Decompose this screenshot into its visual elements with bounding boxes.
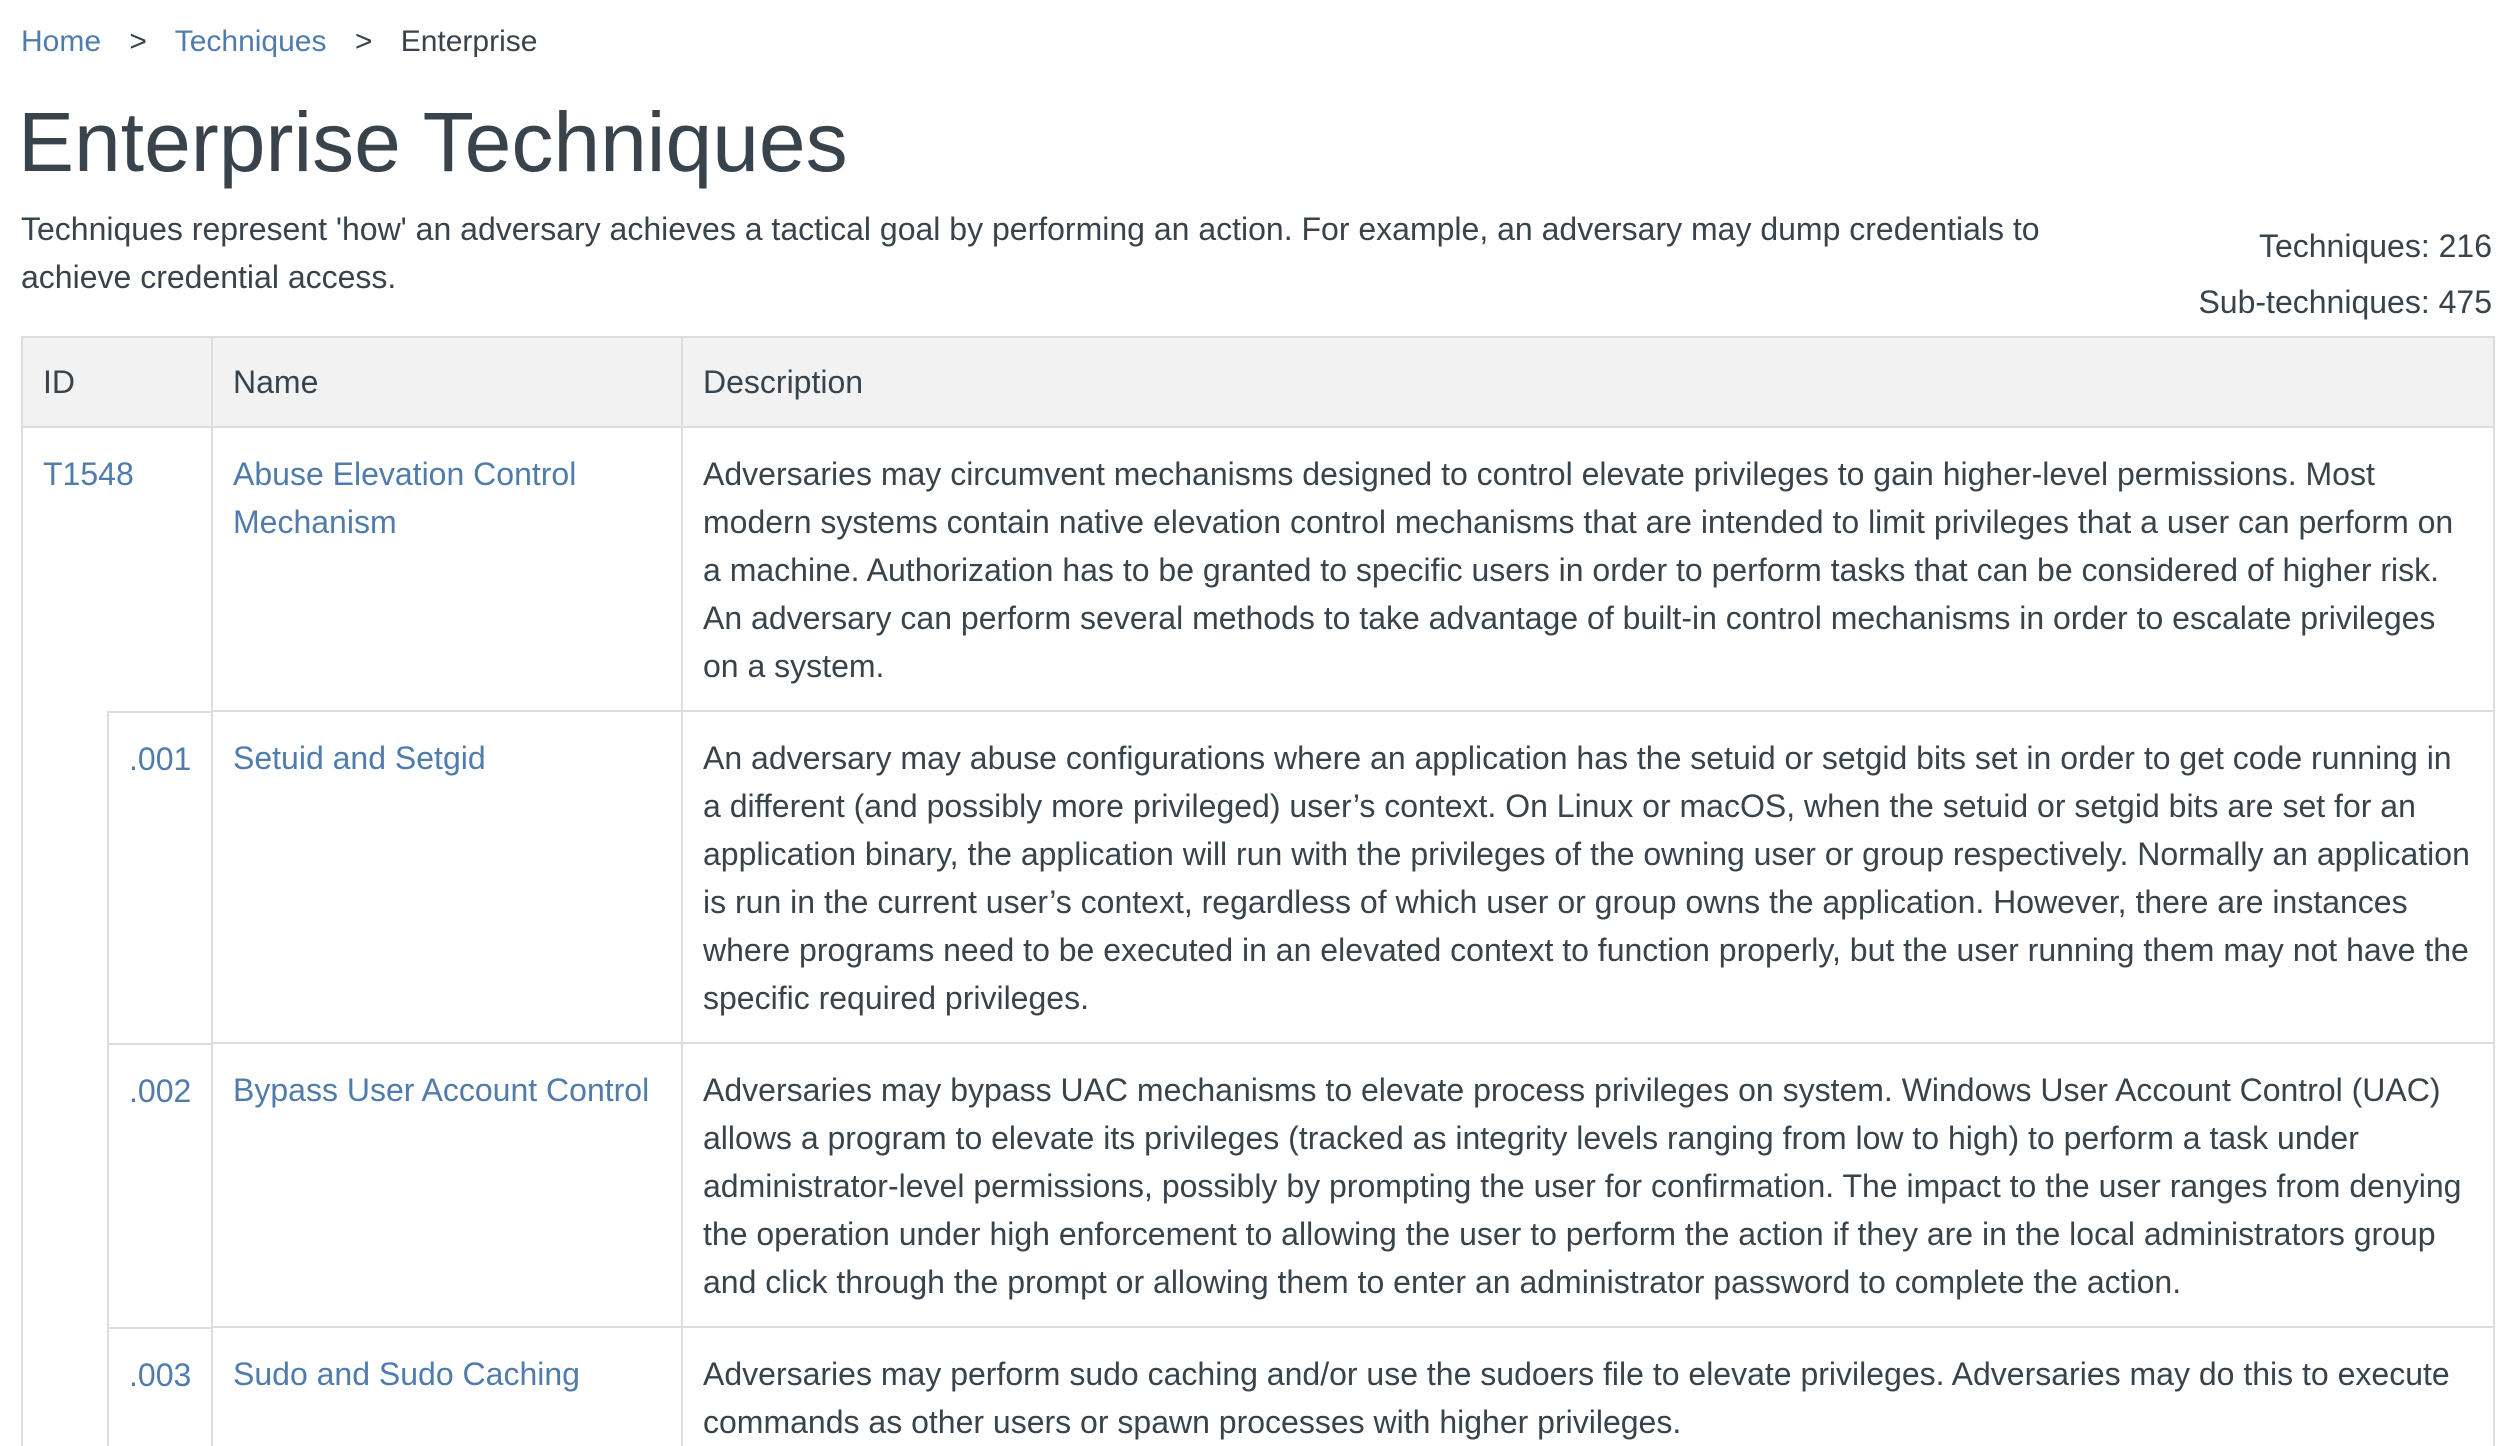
breadcrumb-separator: >	[129, 25, 147, 58]
techniques-table	[21, 336, 2495, 1446]
subtechnique-id-link[interactable]: .003	[129, 1357, 192, 1393]
subtechnique-name-cell	[212, 1043, 682, 1327]
subtechnique-name-link[interactable]: Bypass User Account Control	[233, 1072, 650, 1108]
table-row-subtechnique	[22, 711, 2494, 1043]
subtechnique-id-link[interactable]: .002	[129, 1073, 192, 1109]
column-header-id[interactable]: ID	[22, 337, 212, 427]
techniques-table-wrapper	[21, 336, 2493, 1446]
breadcrumb-techniques-link[interactable]: Techniques	[174, 25, 327, 58]
technique-counts	[2198, 218, 2492, 330]
table-row-subtechnique	[22, 1327, 2494, 1446]
page-title: Enterprise Techniques	[18, 95, 848, 189]
breadcrumb-separator: >	[354, 25, 373, 58]
subtechnique-id-cell	[22, 1043, 212, 1327]
techniques-count: Techniques: 216	[2258, 228, 2492, 264]
table-header-row	[22, 337, 2494, 427]
table-row-technique	[22, 427, 2494, 711]
technique-id-link[interactable]: T1548	[43, 456, 134, 492]
page-intro: Techniques represent 'how' an adversary achieves a tactical goal by performing an action. For example, an adversary may dump credentials to achieve credential access.	[21, 211, 2040, 295]
subtechniques-count: Sub-techniques: 475	[2198, 284, 2492, 320]
breadcrumb-current: Enterprise	[400, 25, 538, 58]
breadcrumb	[21, 22, 537, 62]
technique-name-cell	[212, 427, 682, 711]
column-header-description[interactable]: Description	[682, 337, 2494, 427]
breadcrumb-home-link[interactable]: Home	[21, 25, 102, 58]
subtechnique-id-link[interactable]: .001	[129, 741, 192, 777]
technique-description: Adversaries may circumvent mechanisms designed to control elevate privileges to gain higher-level permissions. Most modern systems contain native elevation control mechanisms that are intended to limit privileges that a user can perform on a machine. Authorization has to be granted to specific users in order to perform tasks that can be considered of higher risk. An adversary can perform several methods to take advantage of built-in control mechanisms in order to escalate privileges on a system.	[682, 427, 2494, 711]
subtechnique-name-link[interactable]: Sudo and Sudo Caching	[233, 1356, 580, 1392]
subtechnique-id-cell	[22, 711, 212, 1043]
subtechnique-name-cell	[212, 1327, 682, 1446]
subtechnique-name-cell	[212, 711, 682, 1043]
subtechnique-description: Adversaries may bypass UAC mechanisms to elevate process privileges on system. Windows User Account Control (UAC) allows a program to elevate its privileges (tracked as integrity levels ranging from low to high) to perform a task under administrator-level permissions, possibly by prompting the user for confirmation. The impact to the user ranges from denying the operation under high enforcement to allowing the user to perform the action if they are in the local administrators group and click through the prompt or allowing them to enter an administrator password to complete the action.	[682, 1043, 2494, 1327]
subtechnique-description: Adversaries may perform sudo caching and/or use the sudoers file to elevate privileges. Adversaries may do this to execute commands as other users or spawn processes with higher privileges.	[682, 1327, 2494, 1446]
subtechnique-description: An adversary may abuse configurations where an application has the setuid or setgid bits set in order to get code running in a different (and possibly more privileged) user’s context. On Linux or macOS, when the setuid or setgid bits are set for an application binary, the application will run with the privileges of the owning user or group respectively. Normally an application is run in the current user’s context, regardless of which user or group owns the application. However, there are instances where programs need to be executed in an elevated context to function properly, but the user running them may not have the specific required privileges.	[682, 711, 2494, 1043]
table-row-subtechnique	[22, 1043, 2494, 1327]
technique-name-link[interactable]: Abuse Elevation Control Mechanism	[233, 456, 577, 540]
column-header-name[interactable]: Name	[212, 337, 682, 427]
subtechnique-id-cell	[22, 1327, 212, 1446]
subtechnique-name-link[interactable]: Setuid and Setgid	[233, 740, 486, 776]
technique-id-cell	[22, 427, 212, 711]
